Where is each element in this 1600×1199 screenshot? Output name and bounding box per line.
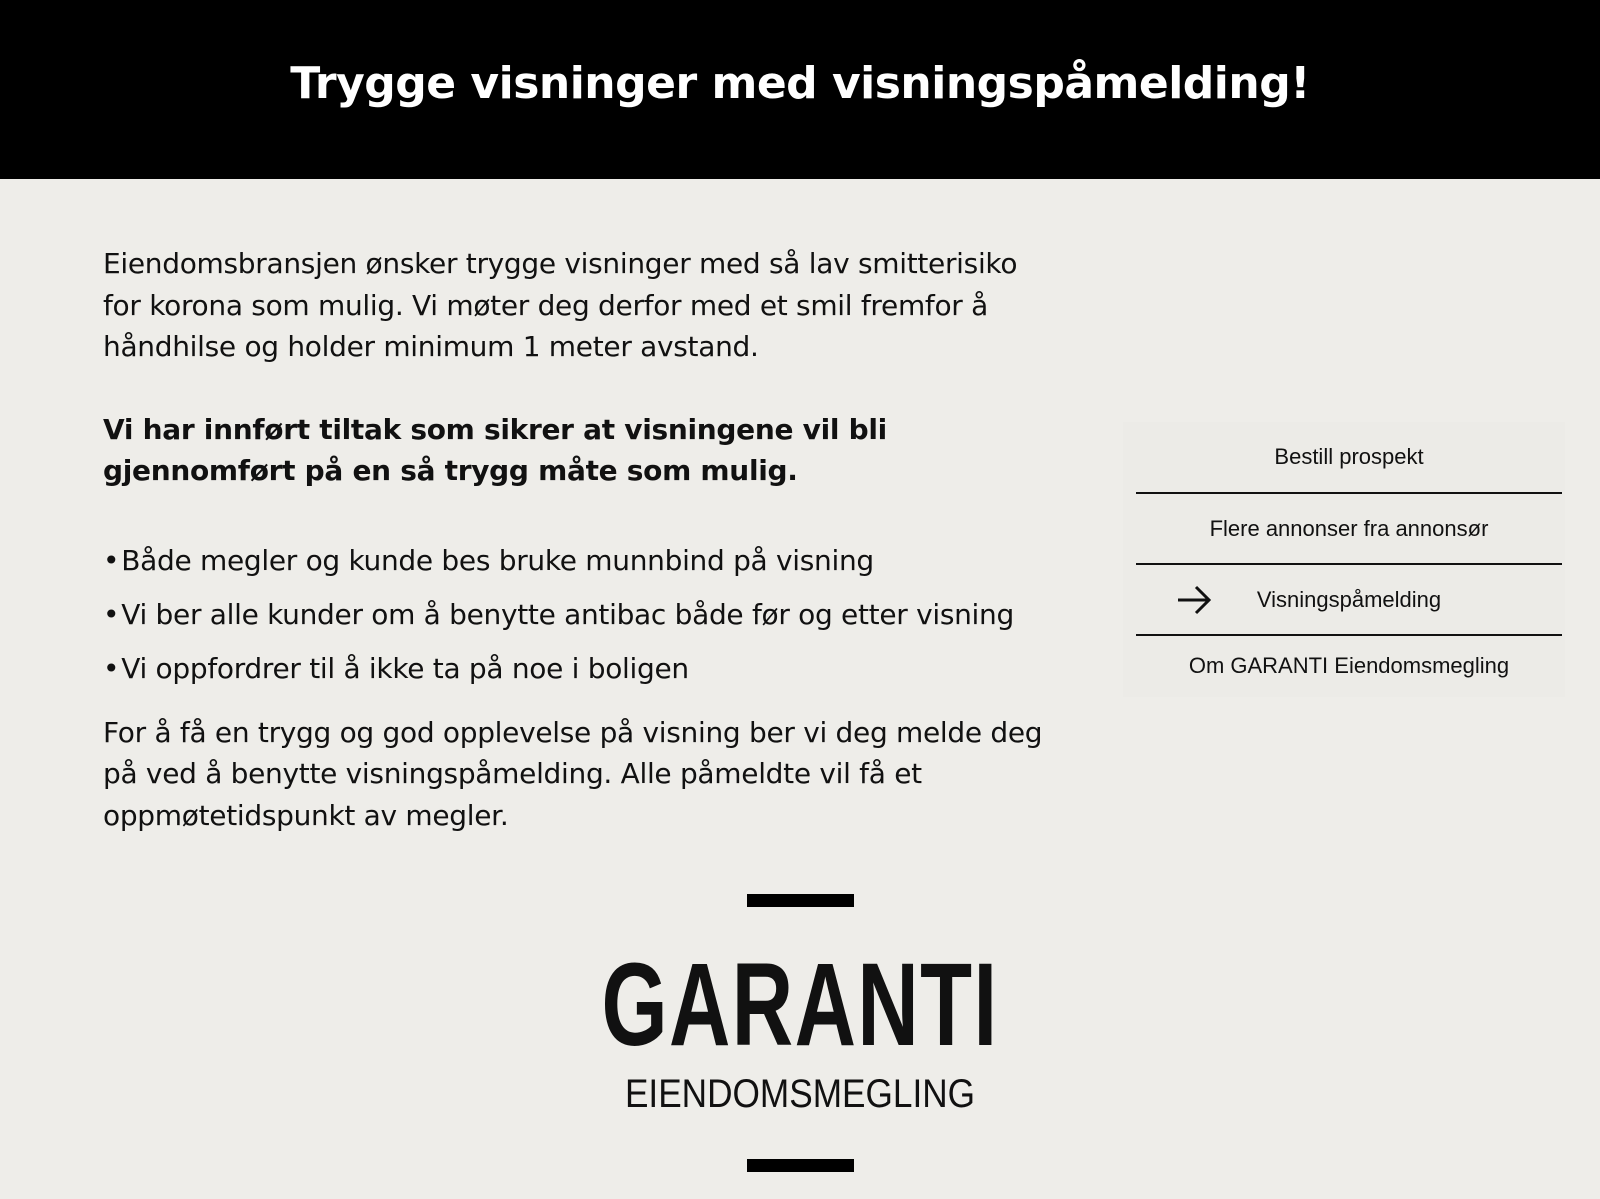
page-title: Trygge visninger med visningspåmelding! xyxy=(290,58,1310,109)
nav-flere-annonser[interactable]: Flere annonser fra annonsør xyxy=(1209,516,1489,541)
closing-paragraph: For å få en trygg og god opplevelse på visning ber vi deg melde deg på ved å benytte visningspåmelding. Alle påmeldte vil få et oppmøtetidspunkt av megler. xyxy=(103,715,1043,832)
sidebar-nav xyxy=(1123,422,1565,697)
nav-visningspamelding[interactable] xyxy=(1136,565,1562,635)
measures-list xyxy=(103,540,1053,689)
logo-garanti: GARANTI xyxy=(601,939,999,1071)
logo-top-bar xyxy=(747,894,854,907)
intro-paragraph: Eiendomsbransjen ønsker trygge visninger med så lav smitterisiko for korona som mulig. Vi møter deg derfor med et smil fremfor å håndhilse og holder minimum 1 meter avstand. xyxy=(103,247,1018,363)
nav-bestill-prospekt[interactable]: Bestill prospekt xyxy=(1274,444,1424,469)
list-item: • Vi ber alle kunder om å benytte antibac både før og etter visning xyxy=(103,594,1053,635)
page-header xyxy=(0,0,1600,179)
nav-om-garanti[interactable]: Om GARANTI Eiendomsmegling xyxy=(1188,653,1510,678)
arrow-right-icon xyxy=(1176,582,1212,618)
list-item: • Vi oppfordrer til å ikke ta på noe i boligen xyxy=(103,648,1053,689)
main-content xyxy=(103,243,1053,836)
logo-bottom-bar xyxy=(747,1159,854,1172)
list-item: • Både megler og kunde bes bruke munnbind på visning xyxy=(103,540,1053,581)
nav-label: Visningspåmelding xyxy=(1256,587,1442,612)
logo-subtitle: EIENDOMSMEGLING xyxy=(624,1072,976,1116)
emphasis-paragraph: Vi har innført tiltak som sikrer at visningene vil bli gjennomført på en så trygg måte som mulig. xyxy=(103,412,887,487)
